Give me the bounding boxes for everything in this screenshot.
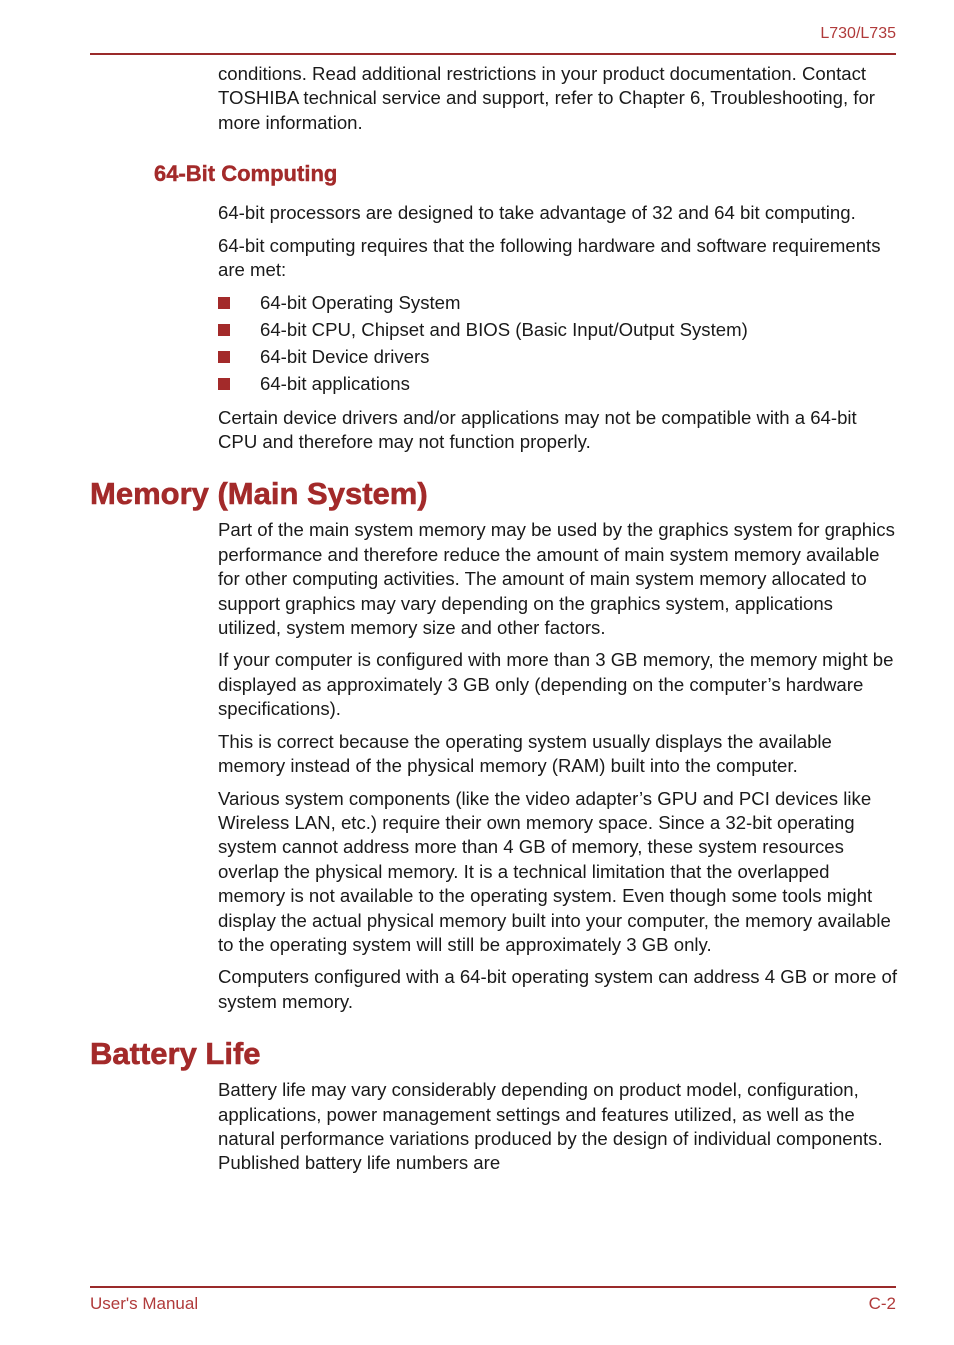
memory-paragraph-5: Computers configured with a 64-bit operating system can address 4 GB or more of system memory. xyxy=(218,966,897,1012)
section-heading-battery: Battery Life xyxy=(90,1036,261,1072)
header-rule xyxy=(90,53,896,55)
page-header-model: L730/L735 xyxy=(820,25,896,42)
bit64-paragraph-3: Certain device drivers and/or applications may not be compatible with a 64-bit CPU and therefore may not function properly. xyxy=(218,406,857,453)
bit64-paragraph-2: 64-bit computing requires that the following hardware and software requirements are met: xyxy=(218,234,881,281)
list-item-text: 64-bit applications xyxy=(260,372,410,394)
list-item-text: 64-bit CPU, Chipset and BIOS (Basic Input/Output System) xyxy=(260,319,748,341)
section-heading-64bit: 64-Bit Computing xyxy=(154,161,338,187)
bullet-square-icon xyxy=(218,297,230,309)
list-item xyxy=(218,317,898,344)
bullet-square-icon xyxy=(218,324,230,336)
list-item xyxy=(218,344,898,371)
bullet-square-icon xyxy=(218,378,230,390)
footer-page-number: C-2 xyxy=(868,1294,896,1313)
section-heading-memory: Memory (Main System) xyxy=(90,476,428,512)
memory-paragraph-3: This is correct because the operating system usually displays the available memory instead of the physical memory (RAM) built into the computer. xyxy=(218,730,832,777)
bit64-paragraph-1: 64-bit processors are designed to take advantage of 32 and 64 bit computing. xyxy=(218,202,856,224)
bullet-square-icon xyxy=(218,351,230,363)
intro-paragraph: conditions. Read additional restrictions in your product documentation. Contact TOSHIBA technical service and support, refer to Chapter 6, Troubleshooting, for more information. xyxy=(218,63,875,133)
memory-paragraph-1: Part of the main system memory may be used by the graphics system for graphics performance and therefore reduce the amount of main system memory available for other computing activities. The amount of main system memory allocated to support graphics may vary depending on the graphics system, applications utilized, system memory size and other factors. xyxy=(218,519,895,639)
footer-manual-title: User's Manual xyxy=(90,1294,199,1313)
footer-rule xyxy=(90,1286,896,1288)
bit64-requirements-list xyxy=(218,290,898,397)
list-item xyxy=(218,371,898,398)
battery-paragraph: Battery life may vary considerably depending on product model, configuration, applications, power management settings and features utilized, as well as the natural performance variations produced by the design of individual components. Published battery life numbers are xyxy=(218,1079,883,1174)
list-item-text: 64-bit Operating System xyxy=(260,292,461,314)
memory-paragraph-2: If your computer is configured with more than 3 GB memory, the memory might be displayed as approximately 3 GB only (depending on the computer’s hardware specifications). xyxy=(218,649,894,720)
list-item-text: 64-bit Device drivers xyxy=(260,346,430,368)
list-item xyxy=(218,290,898,317)
page-content xyxy=(0,62,954,1184)
memory-paragraph-4: Various system components (like the video adapter’s GPU and PCI devices like Wireless LAN, etc.) require their own memory space. Since a 32-bit operating system cannot address more than 4 GB of memory, these system resources overlap the physical memory. It is a technical limitation that the overlapped memory is not available to the operating system. Even though some tools might display the actual physical memory built into your computer, the memory available to the operating system will still be approximately 3 GB only. xyxy=(218,787,891,955)
